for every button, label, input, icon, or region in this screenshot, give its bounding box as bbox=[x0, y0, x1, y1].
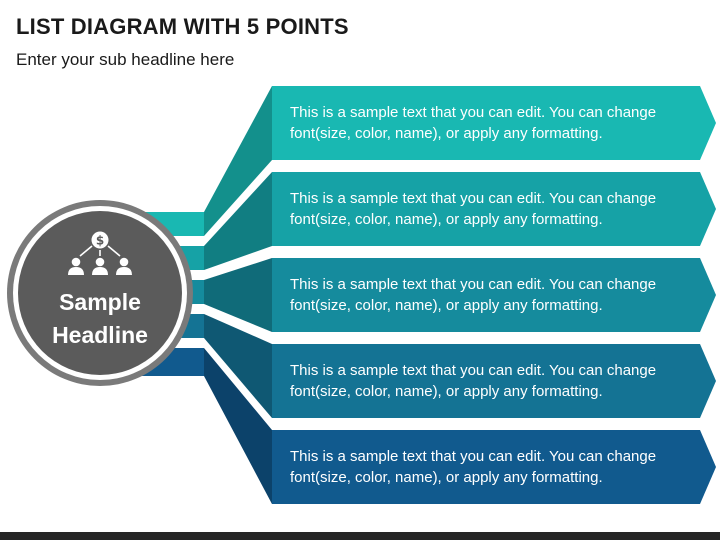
center-headline-line1: Sample bbox=[59, 289, 141, 315]
center-headline bbox=[30, 286, 170, 352]
footer-bar bbox=[0, 532, 720, 540]
page-title: LIST DIAGRAM WITH 5 POINTS bbox=[16, 14, 349, 39]
point-text-1: This is a sample text that you can edit. You can change font(size, color, name), or apply any formatting. bbox=[290, 104, 657, 142]
point-text-2: This is a sample text that you can edit. You can change font(size, color, name), or apply any formatting. bbox=[290, 190, 657, 228]
page-subtitle: Enter your sub headline here bbox=[16, 50, 235, 69]
point-text-4: This is a sample text that you can edit. You can change font(size, color, name), or apply any formatting. bbox=[290, 362, 657, 400]
center-headline-line2: Headline bbox=[52, 322, 148, 348]
svg-text:$: $ bbox=[95, 233, 105, 248]
point-text-5: This is a sample text that you can edit. You can change font(size, color, name), or apply any formatting. bbox=[290, 448, 657, 486]
point-text-3: This is a sample text that you can edit. You can change font(size, color, name), or apply any formatting. bbox=[290, 276, 657, 314]
